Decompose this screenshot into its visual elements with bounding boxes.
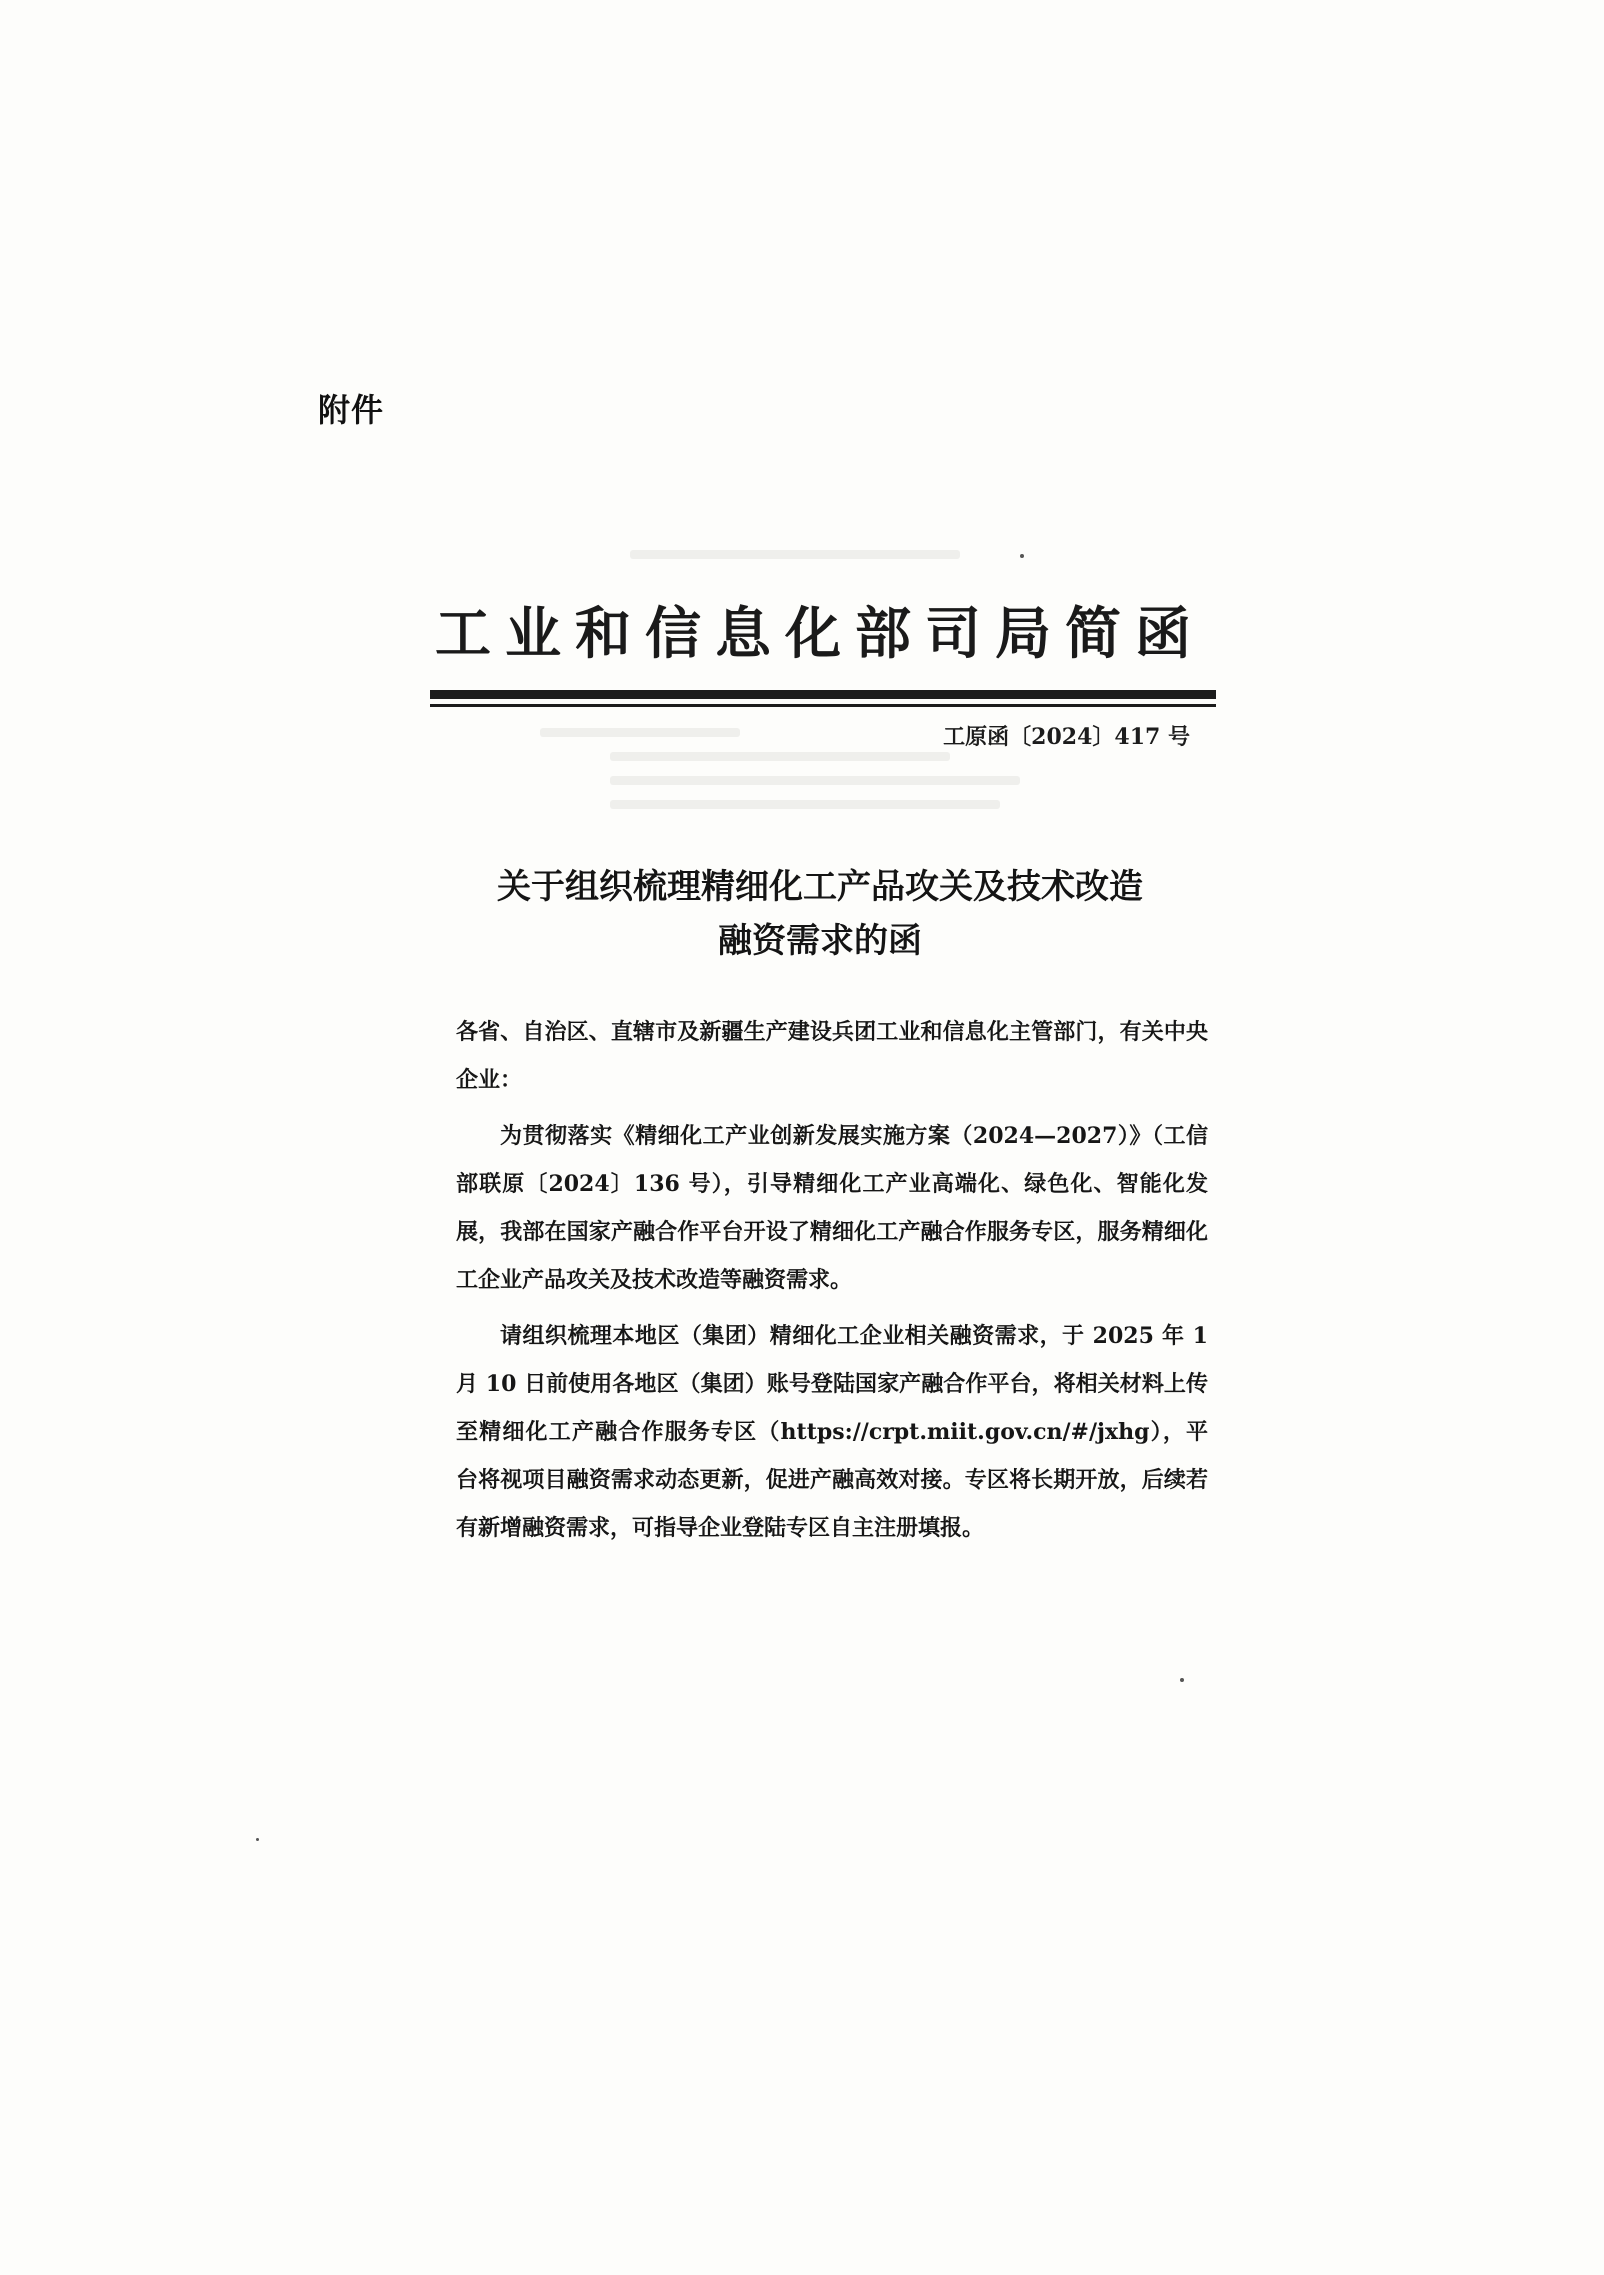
- letterhead-rule-thin: [430, 704, 1216, 707]
- ghost-line: [610, 776, 1020, 785]
- scan-speck: [1180, 1678, 1184, 1682]
- ghost-line: [610, 800, 1000, 809]
- paragraph-1: 为贯彻落实《精细化工产业创新发展实施方案（2024—2027）》（工信部联原〔2024〕136 号），引导精细化工产业高端化、绿色化、智能化发展，我部在国家产融合作平台开设了精细化工产融合作服务专区，服务精细化工企业产品攻关及技术改造等融资需求。: [456, 1123, 1208, 1293]
- scanned-letter: [420, 520, 1220, 1760]
- letter-title-line-1: 关于组织梳理精细化工产品攻关及技术改造: [497, 867, 1143, 907]
- letterhead: 工业和信息化部司局简函: [435, 601, 1205, 667]
- letter-body: [456, 1008, 1208, 1560]
- scan-speck: [256, 1838, 259, 1841]
- ghost-line: [630, 550, 960, 559]
- salutation: 各省、自治区、直辖市及新疆生产建设兵团工业和信息化主管部门，有关中央企业：: [456, 1019, 1208, 1093]
- scan-speck: [1020, 554, 1024, 558]
- paragraph-2: 请组织梳理本地区（集团）精细化工企业相关融资需求，于 2025 年 1 月 10 日前使用各地区（集团）账号登陆国家产融合作平台，将相关材料上传至精细化工产融合作服务专区（https://crpt.miit.gov.cn/#/jxhg），平台将视项目融资需求动态更新，促进产融高效对接。专区将长期开放，后续若有新增融资需求，可指导企业登陆专区自主注册填报。: [456, 1323, 1208, 1541]
- ghost-line: [610, 752, 950, 761]
- letter-title-line-2: 融资需求的函: [718, 921, 922, 961]
- document-number: 工原函〔2024〕417 号: [943, 724, 1190, 750]
- attachment-label: 附件: [318, 391, 385, 429]
- ghost-line: [540, 728, 740, 737]
- letter-title: [420, 860, 1220, 968]
- letterhead-rule-thick: [430, 690, 1216, 699]
